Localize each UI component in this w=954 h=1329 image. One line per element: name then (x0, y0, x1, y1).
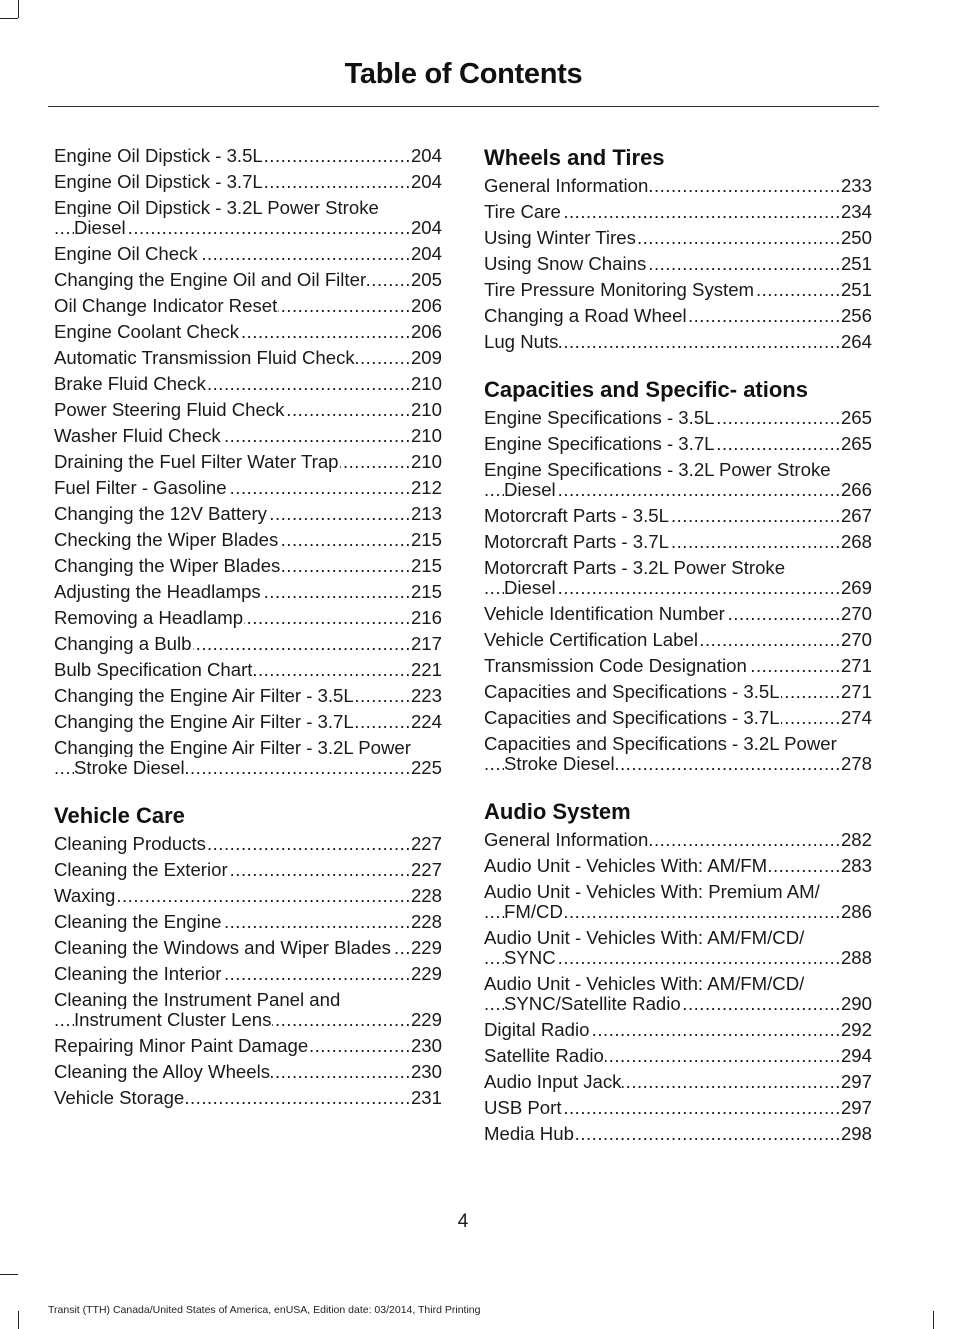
toc-entry[interactable] (54, 938, 442, 958)
toc-entry-page: 204 (410, 145, 442, 166)
page-number: 4 (457, 1211, 469, 1232)
toc-entry-page: 298 (840, 1123, 872, 1144)
toc-entry-label: Changing the Engine Air Filter - 3.2L Power Stroke Diesel (54, 737, 411, 778)
toc-entry-title (484, 974, 841, 1014)
toc-entry-page: 283 (840, 855, 872, 876)
page-title: Table of Contents (344, 58, 583, 90)
toc-entry-page: 230 (410, 1035, 442, 1056)
toc-entry-label: Capacities and Specifications - 3.7L (484, 707, 780, 728)
toc-entry[interactable] (54, 738, 442, 778)
toc-entry-label: Cleaning the Exterior (54, 859, 228, 880)
toc-entry[interactable] (484, 830, 872, 850)
toc-entry-title (484, 176, 841, 196)
toc-entry-page: 217 (410, 633, 442, 654)
toc-entry[interactable] (54, 504, 442, 524)
toc-entry-label: Fuel Filter - Gasoline (54, 477, 227, 498)
toc-entry-page: 227 (410, 859, 442, 880)
toc-entry[interactable] (54, 582, 442, 602)
toc-entry-title (54, 834, 411, 854)
toc-entry[interactable] (484, 630, 872, 650)
toc-entry-label: Draining the Fuel Filter Water Trap (54, 451, 339, 472)
toc-entry[interactable] (54, 660, 442, 680)
toc-right-column (484, 146, 872, 1150)
toc-entry-title (54, 426, 411, 446)
toc-entry-label: Changing a Bulb (54, 633, 192, 654)
section-heading: Capacities and Specific- ations (484, 377, 808, 402)
toc-entry-page: 229 (410, 937, 442, 958)
toc-entry-title (54, 530, 411, 550)
toc-entry-page: 227 (410, 833, 442, 854)
toc-entry-page: 224 (410, 711, 442, 732)
section-gap (484, 358, 872, 378)
toc-entry-title (54, 478, 411, 498)
toc-entry-label: Using Winter Tires (484, 227, 636, 248)
toc-entry-page: 267 (840, 505, 872, 526)
toc-entry[interactable] (484, 928, 872, 968)
toc-entry-page: 286 (840, 901, 872, 922)
toc-entry-title (54, 886, 411, 906)
toc-entry-page: 206 (410, 295, 442, 316)
toc-entry-label: Audio Unit - Vehicles With: AM/FM/CD/ SYNC (484, 927, 805, 968)
toc-entry-label: Changing the Engine Air Filter - 3.5L (54, 685, 354, 706)
toc-entry[interactable] (484, 228, 872, 248)
toc-entry-label: Waxing (54, 885, 116, 906)
toc-entry-title (54, 348, 411, 368)
toc-entry-page: 230 (410, 1061, 442, 1082)
toc-entry-page: 292 (840, 1019, 872, 1040)
toc-entry-label: Oil Change Indicator Reset (54, 295, 278, 316)
toc-entry-label: Engine Coolant Check (54, 321, 240, 342)
toc-entry[interactable] (54, 556, 442, 576)
toc-entry[interactable] (54, 1036, 442, 1056)
toc-entry[interactable] (54, 198, 442, 238)
toc-entry-label: Engine Oil Dipstick - 3.7L (54, 171, 263, 192)
toc-entry[interactable] (484, 882, 872, 922)
toc-entry-title (54, 374, 411, 394)
toc-entry-label: Satellite Radio (484, 1045, 604, 1066)
toc-entry-label: Audio Unit - Vehicles With: AM/FM (484, 855, 768, 876)
toc-entry-title (484, 682, 841, 702)
toc-entry[interactable] (484, 974, 872, 1014)
toc-entry[interactable] (484, 1046, 872, 1066)
toc-entry-page: 251 (840, 279, 872, 300)
toc-entry-title (54, 582, 411, 602)
toc-entry-page: 266 (840, 479, 872, 500)
toc-entry-title (54, 504, 411, 524)
toc-entry-title (54, 1088, 411, 1108)
toc-entry[interactable] (54, 1088, 442, 1108)
toc-entry-page: 290 (840, 993, 872, 1014)
toc-entry[interactable] (54, 146, 442, 166)
toc-entry-label: Capacities and Specifications - 3.2L Power Stroke Diesel (484, 733, 837, 774)
toc-entry-title (484, 708, 841, 728)
toc-entry-page: 297 (840, 1097, 872, 1118)
toc-entry[interactable] (484, 734, 872, 774)
toc-entry[interactable] (484, 1098, 872, 1118)
section-heading: Wheels and Tires (484, 145, 665, 170)
toc-entry-title (54, 198, 411, 238)
toc-entry[interactable] (54, 1062, 442, 1082)
toc-entry-title (484, 280, 841, 300)
toc-entry[interactable] (54, 964, 442, 984)
toc-entry-page: 270 (840, 629, 872, 650)
toc-entry-title (54, 912, 411, 932)
toc-entry-page: 265 (840, 433, 872, 454)
toc-left-column (54, 146, 442, 1114)
toc-entry[interactable] (54, 452, 442, 472)
toc-entry-title (484, 408, 841, 428)
toc-entry-label: Vehicle Certification Label (484, 629, 698, 650)
toc-entry-page: 268 (840, 531, 872, 552)
toc-entry-title (484, 1020, 841, 1040)
toc-entry-page: 210 (410, 373, 442, 394)
toc-entry-label: Motorcraft Parts - 3.5L (484, 505, 669, 526)
toc-entry-page: 250 (840, 227, 872, 248)
toc-entry-label: Changing the 12V Battery (54, 503, 267, 524)
toc-entry[interactable] (54, 634, 442, 654)
toc-entry-label: Transmission Code Designation (484, 655, 747, 676)
toc-entry-title (484, 460, 841, 500)
toc-entry[interactable] (54, 530, 442, 550)
toc-entry[interactable] (54, 834, 442, 854)
toc-entry-title (54, 712, 411, 732)
toc-entry-page: 215 (410, 555, 442, 576)
toc-entry-title (484, 532, 841, 552)
toc-entry-title (484, 434, 841, 454)
toc-entry-title (54, 1062, 411, 1082)
toc-entry[interactable] (484, 202, 872, 222)
toc-entry[interactable] (484, 1072, 872, 1092)
toc-entry-title (54, 634, 411, 654)
toc-entry-title (484, 228, 841, 248)
toc-entry-page: 212 (410, 477, 442, 498)
toc-entry-page: 271 (840, 655, 872, 676)
toc-entry-page: 294 (840, 1045, 872, 1066)
toc-entry[interactable] (54, 348, 442, 368)
toc-entry[interactable] (484, 856, 872, 876)
toc-entry-label: Using Snow Chains (484, 253, 647, 274)
section-heading: Vehicle Care (54, 803, 185, 828)
toc-entry[interactable] (484, 506, 872, 526)
toc-entry-title (54, 244, 411, 264)
toc-entry-label: Vehicle Storage (54, 1087, 185, 1108)
toc-entry-label: Capacities and Specifications - 3.5L (484, 681, 780, 702)
toc-entry-title (54, 860, 411, 880)
toc-entry-label: Cleaning the Interior (54, 963, 222, 984)
toc-entry-page: 288 (840, 947, 872, 968)
toc-entry[interactable] (54, 886, 442, 906)
toc-entry-title (484, 856, 841, 876)
footer-edition-info: Transit (TTH) Canada/United States of America, enUSA, Edition date: 03/2014, Third Printing (48, 1304, 481, 1316)
toc-entry-title (54, 400, 411, 420)
toc-entry[interactable] (484, 460, 872, 500)
toc-entry-page: 204 (410, 217, 442, 238)
toc-entry-label: Changing the Wiper Blades (54, 555, 281, 576)
toc-entry-label: Engine Specifications - 3.5L (484, 407, 715, 428)
toc-entry[interactable] (484, 306, 872, 326)
toc-entry-page: 210 (410, 425, 442, 446)
toc-entry-label: Power Steering Fluid Check (54, 399, 285, 420)
toc-entry-page: 228 (410, 885, 442, 906)
toc-entry[interactable] (484, 558, 872, 598)
toc-entry-page: 270 (840, 603, 872, 624)
toc-entry-label: Changing a Road Wheel (484, 305, 687, 326)
toc-entry-page: 209 (410, 347, 442, 368)
toc-entry[interactable] (54, 296, 442, 316)
toc-entry[interactable] (484, 1020, 872, 1040)
toc-entry-title (484, 1072, 841, 1092)
toc-entry-label: Motorcraft Parts - 3.2L Power Stroke Diesel (484, 557, 786, 598)
title-rule (48, 106, 879, 107)
toc-entry-label: Audio Input Jack (484, 1071, 622, 1092)
toc-entry-title (484, 734, 841, 774)
toc-entry-title (54, 452, 411, 472)
toc-entry-title (484, 656, 841, 676)
toc-entry-title (54, 938, 411, 958)
toc-entry-title (484, 332, 841, 352)
toc-entry-title (484, 604, 841, 624)
toc-entry-label: Vehicle Identification Number (484, 603, 725, 624)
toc-entry-title (484, 254, 841, 274)
toc-entry-label: Automatic Transmission Fluid Check (54, 347, 355, 368)
toc-entry[interactable] (484, 176, 872, 196)
toc-entry-page: 216 (410, 607, 442, 628)
toc-entry-page: 229 (410, 963, 442, 984)
toc-entry-page: 215 (410, 581, 442, 602)
toc-entry-label: Cleaning the Windows and Wiper Blades (54, 937, 391, 958)
toc-entry-label: Changing the Engine Air Filter - 3.7L (54, 711, 354, 732)
toc-entry-page: 231 (410, 1087, 442, 1108)
toc-entry-label: Tire Pressure Monitoring System (484, 279, 755, 300)
toc-entry[interactable] (54, 374, 442, 394)
toc-entry[interactable] (54, 478, 442, 498)
section-gap (484, 780, 872, 800)
toc-entry-label: Motorcraft Parts - 3.7L (484, 531, 669, 552)
toc-entry-label: Media Hub (484, 1123, 574, 1144)
toc-entry[interactable] (484, 434, 872, 454)
toc-entry-page: 256 (840, 305, 872, 326)
toc-entry[interactable] (484, 1124, 872, 1144)
toc-entry-label: Cleaning the Instrument Panel and Instrument Cluster Lens (54, 989, 341, 1030)
toc-entry-page: 234 (840, 201, 872, 222)
toc-entry-label: Adjusting the Headlamps (54, 581, 261, 602)
toc-entry-title (54, 322, 411, 342)
toc-entry-label: Audio Unit - Vehicles With: AM/FM/CD/ SYNC/Satellite Radio (484, 973, 805, 1014)
toc-entry-page: 229 (410, 1009, 442, 1030)
toc-entry[interactable] (54, 860, 442, 880)
toc-entry[interactable] (54, 912, 442, 932)
toc-entry-label: Engine Specifications - 3.2L Power Stroke Diesel (484, 459, 831, 500)
toc-entry[interactable] (54, 322, 442, 342)
toc-entry[interactable] (54, 608, 442, 628)
toc-entry[interactable] (484, 604, 872, 624)
toc-entry-label: Cleaning the Alloy Wheels (54, 1061, 271, 1082)
toc-entry[interactable] (54, 426, 442, 446)
toc-entry-label: Cleaning the Engine (54, 911, 222, 932)
toc-entry[interactable] (54, 712, 442, 732)
toc-entry-title (54, 990, 411, 1030)
toc-entry-label: Engine Specifications - 3.7L (484, 433, 715, 454)
toc-entry-title (484, 1098, 841, 1118)
toc-entry-label: Cleaning Products (54, 833, 206, 854)
toc-entry-page: 271 (840, 681, 872, 702)
toc-entry-label: Audio Unit - Vehicles With: Premium AM/ FM/CD (484, 881, 820, 922)
toc-entry-label: Washer Fluid Check (54, 425, 221, 446)
toc-entry[interactable] (484, 682, 872, 702)
toc-entry-label: Changing the Engine Oil and Oil Filter (54, 269, 367, 290)
toc-entry-title (484, 928, 841, 968)
toc-entry-page: 221 (410, 659, 442, 680)
toc-entry-title (54, 146, 411, 166)
toc-entry[interactable] (54, 400, 442, 420)
toc-entry-label: Checking the Wiper Blades (54, 529, 279, 550)
toc-entry[interactable] (54, 990, 442, 1030)
toc-entry[interactable] (54, 172, 442, 192)
toc-entry-label: Tire Care (484, 201, 561, 222)
toc-entry-title (484, 558, 841, 598)
toc-entry[interactable] (484, 280, 872, 300)
toc-entry-page: 274 (840, 707, 872, 728)
toc-entry[interactable] (54, 244, 442, 264)
crop-mark-bottom-left (18, 1311, 19, 1329)
toc-entry[interactable] (484, 532, 872, 552)
toc-entry[interactable] (54, 686, 442, 706)
toc-entry-label: Engine Oil Dipstick - 3.5L (54, 145, 263, 166)
toc-entry-label: Digital Radio (484, 1019, 590, 1040)
toc-entry-page: 204 (410, 243, 442, 264)
crop-mark-bottom-left-h (0, 1274, 18, 1275)
toc-entry-label: Removing a Headlamp (54, 607, 244, 628)
toc-entry[interactable] (484, 708, 872, 728)
toc-entry-page: 213 (410, 503, 442, 524)
toc-entry-page: 278 (840, 753, 872, 774)
toc-entry-label: USB Port (484, 1097, 562, 1118)
crop-mark-top-left (18, 0, 19, 18)
toc-entry-title (484, 1124, 841, 1144)
toc-entry-title (54, 556, 411, 576)
toc-entry-label: Bulb Specification Chart (54, 659, 253, 680)
toc-entry-page: 269 (840, 577, 872, 598)
toc-entry-title (54, 964, 411, 984)
toc-entry-page: 206 (410, 321, 442, 342)
toc-entry-page: 251 (840, 253, 872, 274)
toc-entry-page: 205 (410, 269, 442, 290)
toc-entry-title (484, 506, 841, 526)
toc-entry-label: Brake Fluid Check (54, 373, 206, 394)
toc-entry-title (54, 608, 411, 628)
toc-entry-title (54, 172, 411, 192)
toc-entry-page: 264 (840, 331, 872, 352)
toc-entry-label: Engine Oil Check (54, 243, 198, 264)
toc-entry-page: 204 (410, 171, 442, 192)
toc-entry-page: 210 (410, 451, 442, 472)
toc-entry-page: 265 (840, 407, 872, 428)
section-gap (54, 784, 442, 804)
toc-entry-page: 233 (840, 175, 872, 196)
toc-entry[interactable] (484, 254, 872, 274)
toc-entry-page: 225 (410, 757, 442, 778)
toc-entry[interactable] (54, 270, 442, 290)
toc-entry-label: General Information (484, 175, 649, 196)
toc-entry-page: 223 (410, 685, 442, 706)
toc-entry-title (484, 1046, 841, 1066)
toc-entry-title (484, 306, 841, 326)
crop-mark-top-left-h (0, 18, 18, 19)
toc-entry-page: 215 (410, 529, 442, 550)
section-heading: Audio System (484, 799, 631, 824)
toc-entry-title (54, 270, 411, 290)
toc-entry-page: 228 (410, 911, 442, 932)
toc-entry[interactable] (484, 408, 872, 428)
toc-entry-label: Lug Nuts (484, 331, 559, 352)
toc-entry-title (54, 738, 411, 778)
toc-entry-title (54, 660, 411, 680)
toc-entry-page: 297 (840, 1071, 872, 1092)
toc-entry-label: Engine Oil Dipstick - 3.2L Power Stroke Diesel (54, 197, 379, 238)
toc-entry-label: Repairing Minor Paint Damage (54, 1035, 309, 1056)
toc-entry-title (54, 1036, 411, 1056)
toc-entry[interactable] (484, 332, 872, 352)
toc-entry-page: 282 (840, 829, 872, 850)
toc-entry-title (484, 202, 841, 222)
toc-entry-title (54, 686, 411, 706)
toc-entry[interactable] (484, 656, 872, 676)
toc-entry-label: General Information (484, 829, 649, 850)
toc-entry-page: 210 (410, 399, 442, 420)
toc-entry-title (484, 882, 841, 922)
crop-mark-bottom-right (933, 1311, 934, 1329)
toc-entry-title (484, 630, 841, 650)
toc-entry-title (484, 830, 841, 850)
toc-entry-title (54, 296, 411, 316)
